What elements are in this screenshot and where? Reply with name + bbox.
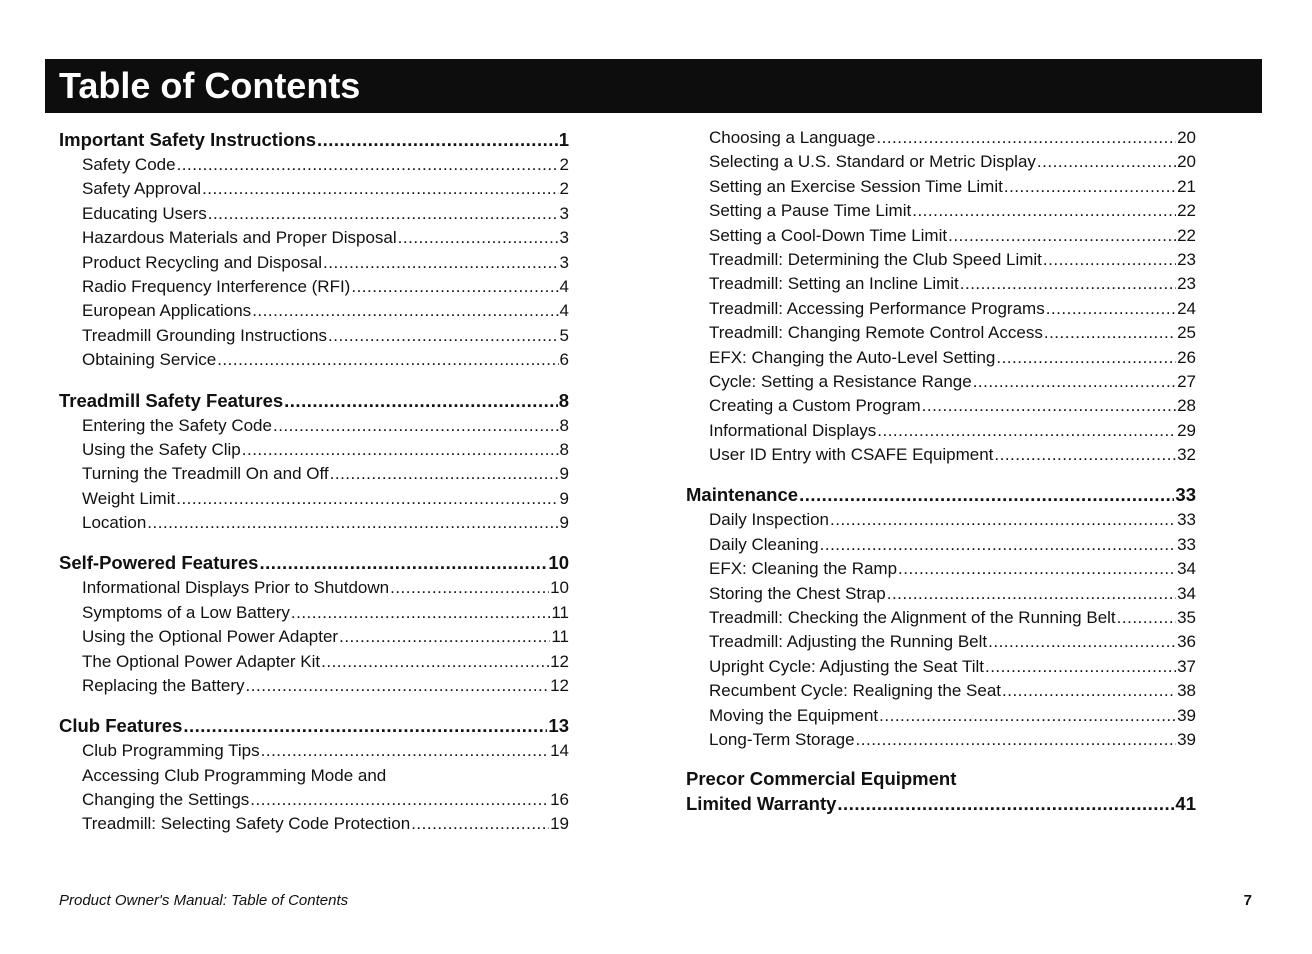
toc-section	[686, 766, 1196, 816]
leader-dots	[202, 177, 558, 201]
leader-dots	[1044, 321, 1176, 345]
toc-entry-page: 35	[1177, 608, 1196, 628]
leader-dots	[177, 153, 559, 177]
toc-entry-page: 34	[1177, 559, 1196, 579]
toc-entry[interactable]	[686, 394, 1196, 418]
toc-entry[interactable]	[59, 601, 569, 625]
toc-entry-page: 38	[1177, 681, 1196, 701]
toc-entry[interactable]	[59, 226, 569, 250]
leader-dots	[1117, 606, 1176, 630]
toc-entry[interactable]	[59, 299, 569, 323]
leader-dots	[898, 557, 1176, 581]
toc-entry-page: 29	[1177, 420, 1196, 440]
toc-entry-page: 27	[1177, 371, 1196, 391]
toc-entry-label: Setting a Cool-Down Time Limit	[709, 225, 948, 245]
toc-entry-label: Long-Term Storage	[709, 729, 855, 749]
leader-dots	[799, 481, 1174, 508]
toc-entry-label: Weight Limit	[82, 488, 176, 508]
toc-entry-label: Using the Optional Power Adapter	[82, 627, 339, 647]
leader-dots	[183, 712, 547, 739]
section-heading[interactable]	[686, 481, 1196, 508]
section-heading-page: 1	[558, 129, 569, 150]
toc-column-right	[686, 126, 1196, 830]
toc-entry[interactable]	[686, 606, 1196, 630]
leader-dots	[1004, 175, 1176, 199]
leader-dots	[390, 576, 549, 600]
toc-entry[interactable]	[59, 511, 569, 535]
toc-entry[interactable]	[59, 739, 569, 763]
toc-entry-page: 23	[1177, 249, 1196, 269]
toc-entry-label-last-line	[82, 788, 569, 812]
toc-entry-label: Product Recycling and Disposal	[82, 252, 323, 272]
toc-entry[interactable]	[59, 275, 569, 299]
toc-entry-page: 3	[559, 203, 569, 223]
leader-dots	[273, 414, 559, 438]
toc-entry-label: Informational Displays	[709, 420, 877, 440]
toc-entry-label: Treadmill: Checking the Alignment of the Running Belt	[709, 608, 1116, 628]
leader-dots	[985, 655, 1176, 679]
toc-entry-page: 39	[1177, 705, 1196, 725]
toc-entry-label: Daily Cleaning	[709, 534, 819, 554]
leader-dots	[1037, 150, 1176, 174]
leader-dots	[830, 508, 1176, 532]
section-heading[interactable]	[59, 126, 569, 153]
leader-dots	[856, 728, 1177, 752]
toc-column-left	[59, 126, 569, 850]
toc-entry-label: Location	[82, 513, 147, 533]
toc-entry-page: 2	[559, 155, 569, 174]
section-heading-label: Limited Warranty	[686, 793, 837, 815]
toc-entry-page: 4	[559, 301, 569, 321]
toc-entry[interactable]	[59, 153, 569, 177]
leader-dots	[876, 126, 1176, 150]
toc-entry-label: Changing the Settings	[82, 789, 250, 809]
toc-entry[interactable]	[59, 674, 569, 698]
section-heading[interactable]	[686, 766, 1196, 816]
toc-entry-page: 4	[559, 276, 569, 296]
toc-entry-label: Treadmill: Setting an Incline Limit	[709, 274, 959, 294]
toc-entry[interactable]	[59, 487, 569, 511]
leader-dots	[973, 370, 1176, 394]
toc-entry-label: Club Programming Tips	[82, 741, 260, 761]
leader-dots	[176, 487, 558, 511]
toc-entry-label: Informational Displays Prior to Shutdown	[82, 578, 390, 598]
toc-entry-page: 20	[1177, 128, 1196, 147]
toc-entry-page: 3	[559, 228, 569, 248]
toc-entry-label: Obtaining Service	[82, 350, 217, 370]
toc-entry[interactable]	[686, 557, 1196, 581]
toc-entry-page: 9	[559, 513, 569, 533]
toc-entry-page: 20	[1177, 152, 1196, 172]
leader-dots	[1046, 297, 1176, 321]
section-heading-label: Treadmill Safety Features	[59, 389, 284, 411]
toc-entry[interactable]	[59, 177, 569, 201]
section-heading-label-line: Precor Commercial Equipment	[686, 768, 957, 790]
toc-entry[interactable]	[686, 346, 1196, 370]
section-heading-label: Self-Powered Features	[59, 552, 259, 574]
toc-entry[interactable]	[59, 764, 569, 812]
section-heading-page: 33	[1175, 484, 1196, 506]
toc-entry-label: User ID Entry with CSAFE Equipment	[709, 445, 994, 465]
leader-dots	[887, 582, 1176, 606]
toc-entry-page: 11	[551, 602, 569, 622]
leader-dots	[912, 199, 1176, 223]
leader-dots	[996, 346, 1176, 370]
toc-entry-page: 22	[1177, 225, 1196, 245]
leader-dots	[291, 601, 550, 625]
toc-entry[interactable]	[686, 272, 1196, 296]
leader-dots	[330, 462, 559, 486]
section-heading-label: Important Safety Instructions	[59, 129, 316, 150]
toc-entry[interactable]	[59, 348, 569, 372]
toc-entry-label-line: Accessing Club Programming Mode and	[82, 765, 387, 785]
toc-entry-label: Treadmill Grounding Instructions	[82, 325, 328, 345]
leader-dots	[411, 812, 549, 836]
toc-entry-page: 36	[1177, 632, 1196, 652]
page-title: Table of Contents	[59, 65, 361, 106]
leader-dots	[820, 533, 1176, 557]
toc-entry-label: EFX: Changing the Auto-Level Setting	[709, 347, 996, 367]
toc-entry-page: 34	[1177, 583, 1196, 603]
title-bar	[45, 59, 1262, 113]
leader-dots	[339, 625, 550, 649]
toc-entry-page: 26	[1177, 347, 1196, 367]
toc-entry-label: Selecting a U.S. Standard or Metric Display	[709, 152, 1036, 172]
toc-entry-page: 6	[559, 350, 569, 370]
toc-entry[interactable]	[686, 175, 1196, 199]
toc-entry-label: Upright Cycle: Adjusting the Seat Tilt	[709, 656, 984, 676]
toc-section	[59, 549, 569, 698]
leader-dots	[261, 739, 549, 763]
toc-entry-label: Cycle: Setting a Resistance Range	[709, 371, 972, 391]
toc-entry-page: 9	[559, 464, 569, 484]
toc-entry[interactable]	[59, 576, 569, 600]
leader-dots	[960, 272, 1176, 296]
toc-entry-page: 8	[559, 415, 569, 435]
footer-title: Product Owner's Manual: Table of Contents	[59, 892, 349, 909]
toc-section	[59, 387, 569, 536]
toc-entry-page: 23	[1177, 274, 1196, 294]
section-heading-label-last-line	[686, 791, 1196, 816]
toc-entry-page: 5	[559, 325, 569, 345]
toc-entry[interactable]	[686, 728, 1196, 752]
leader-dots	[328, 324, 559, 348]
toc-entry[interactable]	[59, 324, 569, 348]
toc-entry-label: Choosing a Language	[709, 128, 876, 147]
toc-entry-page: 33	[1177, 534, 1196, 554]
toc-entry-label: The Optional Power Adapter Kit	[82, 651, 321, 671]
toc-entry-label: Safety Approval	[82, 179, 202, 199]
toc-entry-page: 25	[1177, 323, 1196, 343]
toc-entry[interactable]	[686, 679, 1196, 703]
toc-entry-label: Storing the Chest Strap	[709, 583, 886, 603]
toc-entry[interactable]	[59, 650, 569, 674]
toc-entry-label: European Applications	[82, 301, 252, 321]
section-heading-page: 41	[1175, 793, 1196, 815]
toc-entry[interactable]	[686, 655, 1196, 679]
toc-entry-label: Moving the Equipment	[709, 705, 879, 725]
toc-entry-label: Turning the Treadmill On and Off	[82, 464, 329, 484]
toc-entry-label: Safety Code	[82, 155, 176, 174]
toc-entry-label: Treadmill: Determining the Club Speed Limit	[709, 249, 1042, 269]
toc-entry-label: EFX: Cleaning the Ramp	[709, 559, 898, 579]
toc-entry[interactable]	[59, 812, 569, 836]
toc-entry-page: 10	[550, 578, 569, 598]
toc-entry-label: Educating Users	[82, 203, 207, 223]
leader-dots	[208, 202, 559, 226]
toc-entry[interactable]	[686, 704, 1196, 728]
toc-entry[interactable]	[686, 443, 1196, 467]
leader-dots	[351, 275, 558, 299]
section-heading[interactable]	[59, 549, 569, 576]
toc-entry[interactable]	[686, 199, 1196, 223]
toc-entry-label: Radio Frequency Interference (RFI)	[82, 276, 351, 296]
toc-entry-label: Treadmill: Selecting Safety Code Protection	[82, 813, 411, 833]
toc-entry-page: 24	[1177, 298, 1196, 318]
leader-dots	[948, 224, 1176, 248]
toc-entry-label: Replacing the Battery	[82, 676, 245, 696]
toc-entry[interactable]	[686, 533, 1196, 557]
leader-dots	[1043, 248, 1176, 272]
toc-entry-label: Setting an Exercise Session Time Limit	[709, 176, 1003, 196]
section-heading-label: Club Features	[59, 715, 183, 737]
toc-entry-page: 12	[550, 676, 569, 696]
toc-entry[interactable]	[59, 462, 569, 486]
toc-entry-page: 28	[1177, 396, 1196, 416]
leader-dots	[252, 299, 558, 323]
leader-dots	[994, 443, 1176, 467]
leader-dots	[988, 630, 1176, 654]
toc-entry-page: 11	[551, 627, 569, 647]
toc-entry[interactable]	[59, 438, 569, 462]
section-heading-page: 13	[548, 715, 569, 737]
leader-dots	[398, 226, 559, 250]
toc-entry-label: Using the Safety Clip	[82, 439, 241, 459]
toc-entry[interactable]	[686, 126, 1196, 150]
toc-entry-label: Daily Inspection	[709, 510, 830, 530]
leader-dots	[317, 126, 558, 153]
toc-section	[59, 126, 569, 373]
leader-dots	[147, 511, 558, 535]
toc-entry-page: 39	[1177, 729, 1196, 749]
toc-entry[interactable]	[59, 251, 569, 275]
toc-entry-label: Recumbent Cycle: Realigning the Seat	[709, 681, 1001, 701]
toc-entry[interactable]	[686, 370, 1196, 394]
toc-entry-page: 33	[1177, 510, 1196, 530]
toc-entry[interactable]	[686, 321, 1196, 345]
section-heading-label: Maintenance	[686, 484, 799, 506]
leader-dots	[250, 788, 549, 812]
toc-entry[interactable]	[686, 630, 1196, 654]
leader-dots	[837, 791, 1174, 816]
toc-entry[interactable]	[686, 248, 1196, 272]
toc-entry-page: 19	[550, 813, 569, 833]
leader-dots	[922, 394, 1176, 418]
toc-entry[interactable]	[686, 508, 1196, 532]
toc-entry[interactable]	[686, 297, 1196, 321]
leader-dots	[321, 650, 549, 674]
toc-entry-label: Treadmill: Accessing Performance Programs	[709, 298, 1045, 318]
toc-entry[interactable]	[686, 224, 1196, 248]
toc-entry-label: Entering the Safety Code	[82, 415, 272, 435]
leader-dots	[877, 419, 1176, 443]
toc-entry-label: Creating a Custom Program	[709, 396, 921, 416]
toc-entry[interactable]	[686, 150, 1196, 174]
toc-entry-page: 32	[1177, 445, 1196, 465]
toc-section	[686, 126, 1196, 467]
leader-dots	[259, 549, 547, 576]
toc-entry-page: 14	[550, 741, 569, 761]
toc-entry[interactable]	[686, 419, 1196, 443]
toc-entry[interactable]	[59, 202, 569, 226]
section-heading[interactable]	[59, 387, 569, 414]
toc-entry-page: 12	[550, 651, 569, 671]
toc-entry-page: 8	[559, 439, 569, 459]
section-heading-page: 8	[558, 389, 569, 411]
toc-entry-page: 37	[1177, 656, 1196, 676]
toc-section	[686, 481, 1196, 752]
leader-dots	[323, 251, 559, 275]
toc-entry-label: Treadmill: Changing Remote Control Access	[709, 323, 1043, 343]
leader-dots	[217, 348, 558, 372]
leader-dots	[284, 387, 558, 414]
toc-entry-page: 3	[559, 252, 569, 272]
section-heading[interactable]	[59, 712, 569, 739]
toc-entry-label: Hazardous Materials and Proper Disposal	[82, 228, 397, 248]
toc-entry-page: 2	[559, 179, 569, 199]
leader-dots	[242, 438, 559, 462]
toc-entry-page: 16	[550, 789, 569, 809]
toc-section	[59, 712, 569, 836]
toc-entry-label: Treadmill: Adjusting the Running Belt	[709, 632, 988, 652]
toc-entry[interactable]	[59, 414, 569, 438]
leader-dots	[1002, 679, 1176, 703]
toc-entry-page: 22	[1177, 201, 1196, 221]
toc-entry-page: 9	[559, 488, 569, 508]
toc-entry-page: 21	[1177, 176, 1196, 196]
toc-entry-label: Symptoms of a Low Battery	[82, 602, 290, 622]
toc-entry[interactable]	[686, 582, 1196, 606]
toc-entry[interactable]	[59, 625, 569, 649]
section-heading-page: 10	[548, 552, 569, 574]
leader-dots	[246, 674, 550, 698]
leader-dots	[879, 704, 1176, 728]
toc-entry-label: Setting a Pause Time Limit	[709, 201, 912, 221]
footer-page-number: 7	[1243, 892, 1252, 909]
